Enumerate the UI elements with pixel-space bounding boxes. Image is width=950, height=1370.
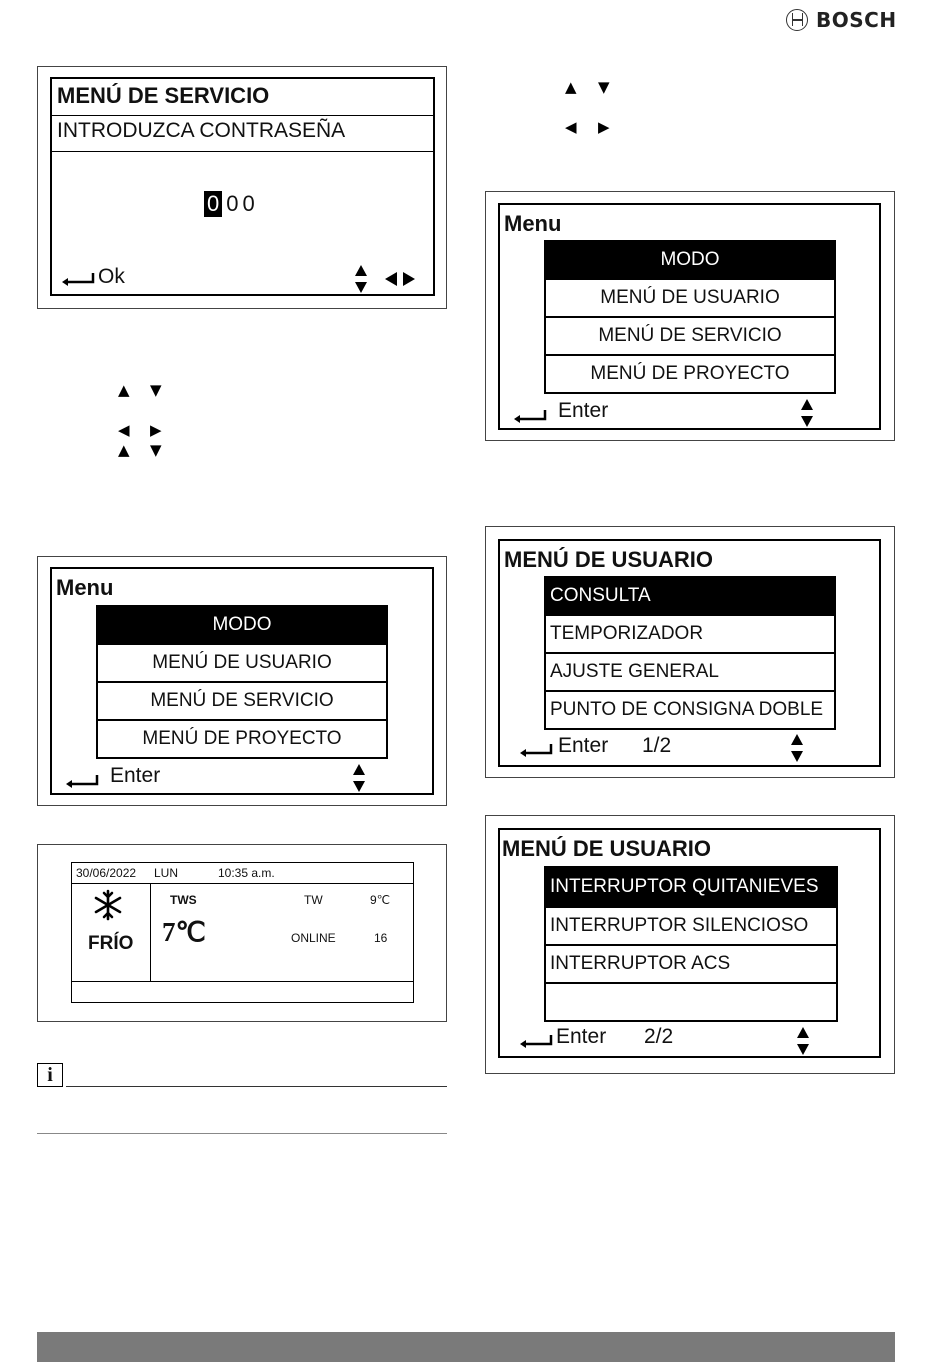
left-right-arrows-icon: [385, 272, 415, 286]
enter-label: Enter: [558, 734, 609, 757]
user-menu-figure-1: [485, 526, 895, 778]
user-menu-item-silencioso[interactable]: INTERRUPTOR SILENCIOSO: [544, 906, 838, 946]
up-down-arrows-icon: [354, 265, 368, 293]
page-footer-bar: [37, 1332, 895, 1362]
online-status: ONLINE: [291, 931, 336, 945]
info-rule: [66, 1086, 447, 1087]
menu-item-user[interactable]: MENÚ DE USUARIO: [544, 278, 836, 318]
page-indicator: 1/2: [642, 734, 672, 757]
up-down-arrows-icon: [796, 1027, 810, 1055]
password-digit-3[interactable]: 0: [242, 191, 255, 216]
right-arrow-icon: ▶: [598, 118, 610, 136]
enter-return-icon: [60, 271, 96, 287]
brand-logo-block: [786, 8, 897, 32]
home-day: LUN: [154, 866, 179, 880]
menu-item-service[interactable]: MENÚ DE SERVICIO: [96, 681, 388, 721]
user-menu-item-punto-consigna[interactable]: PUNTO DE CONSIGNA DOBLE: [544, 690, 836, 730]
up-down-arrows-icon: [352, 764, 366, 792]
enter-return-icon: [64, 773, 100, 789]
enter-return-icon: [512, 408, 548, 424]
main-menu-figure-left: [37, 556, 447, 806]
right-arrow-icon: ▶: [150, 421, 162, 439]
menu-item-modo[interactable]: MODO: [544, 240, 836, 280]
home-screen-figure: [37, 844, 447, 1022]
enter-return-icon: [518, 1033, 554, 1049]
user-menu-item-ajuste-general[interactable]: AJUSTE GENERAL: [544, 652, 836, 692]
down-arrow-icon: ▼: [150, 381, 162, 399]
down-arrow-icon: ▼: [150, 441, 162, 459]
home-mode: FRÍO: [88, 933, 134, 954]
ok-label: Ok: [98, 265, 125, 288]
up-down-arrows-icon: [790, 734, 804, 762]
bosch-armature-icon: [786, 9, 808, 31]
home-screen: [71, 862, 414, 1003]
menu-item-service[interactable]: MENÚ DE SERVICIO: [544, 316, 836, 356]
left-arrow-icon: ◀: [118, 421, 130, 439]
user-menu-item-acs[interactable]: INTERRUPTOR ACS: [544, 944, 838, 984]
online-value: 16: [374, 931, 388, 945]
menu-title: Menu: [504, 211, 562, 236]
up-arrow-icon: ▲: [565, 78, 577, 96]
home-time: 10:35 a.m.: [218, 866, 275, 880]
user-menu-item-consulta[interactable]: CONSULTA: [544, 576, 836, 616]
enter-label: Enter: [556, 1025, 607, 1048]
down-arrow-icon: ▼: [598, 78, 610, 96]
section-rule: [37, 1133, 447, 1134]
user-menu-screen-1: [498, 539, 881, 767]
tws-value: 7℃: [162, 917, 206, 947]
main-menu-screen: [498, 203, 881, 430]
left-arrow-icon: ◀: [565, 118, 577, 136]
menu-item-modo[interactable]: MODO: [96, 605, 388, 645]
main-menu-figure-right: [485, 191, 895, 441]
password-prompt: INTRODUZCA CONTRASEÑA: [57, 119, 346, 142]
user-menu-item-empty: [544, 982, 838, 1022]
home-divider: [150, 883, 151, 981]
password-screen: [50, 77, 435, 296]
menu-item-project[interactable]: MENÚ DE PROYECTO: [96, 719, 388, 759]
user-menu-title: MENÚ DE USUARIO: [504, 547, 714, 572]
snowflake-icon: [92, 889, 124, 921]
menu-item-project[interactable]: MENÚ DE PROYECTO: [544, 354, 836, 394]
user-menu-screen-2: [498, 828, 881, 1058]
password-screen-title: MENÚ DE SERVICIO: [57, 83, 270, 108]
up-down-arrows-icon: [800, 399, 814, 427]
enter-return-icon: [518, 742, 554, 758]
home-date: 30/06/2022: [76, 866, 137, 880]
enter-label: Enter: [558, 399, 609, 422]
up-arrow-icon: ▲: [118, 381, 130, 399]
password-digits[interactable]: [204, 191, 255, 217]
password-screen-figure: [37, 66, 447, 309]
user-menu-item-temporizador[interactable]: TEMPORIZADOR: [544, 614, 836, 654]
menu-item-user[interactable]: MENÚ DE USUARIO: [96, 643, 388, 683]
user-menu-title: MENÚ DE USUARIO: [502, 836, 712, 861]
menu-title: Menu: [56, 575, 114, 600]
home-bottom-line: [72, 981, 413, 982]
up-arrow-icon: ▲: [118, 441, 130, 459]
user-menu-item-quitanieves[interactable]: INTERRUPTOR QUITANIEVES: [544, 866, 838, 908]
info-icon: i: [37, 1063, 63, 1087]
tw-value: 9℃: [370, 893, 391, 907]
user-menu-figure-2: [485, 815, 895, 1074]
main-menu-screen: [50, 567, 434, 795]
tws-label: TWS: [170, 893, 197, 907]
page-indicator: 2/2: [644, 1025, 674, 1048]
password-digit-1[interactable]: 0: [204, 191, 222, 217]
tw-label: TW: [304, 893, 323, 907]
brand-name: BOSCH: [816, 8, 897, 32]
enter-label: Enter: [110, 764, 161, 787]
password-digit-2[interactable]: 0: [226, 191, 239, 216]
